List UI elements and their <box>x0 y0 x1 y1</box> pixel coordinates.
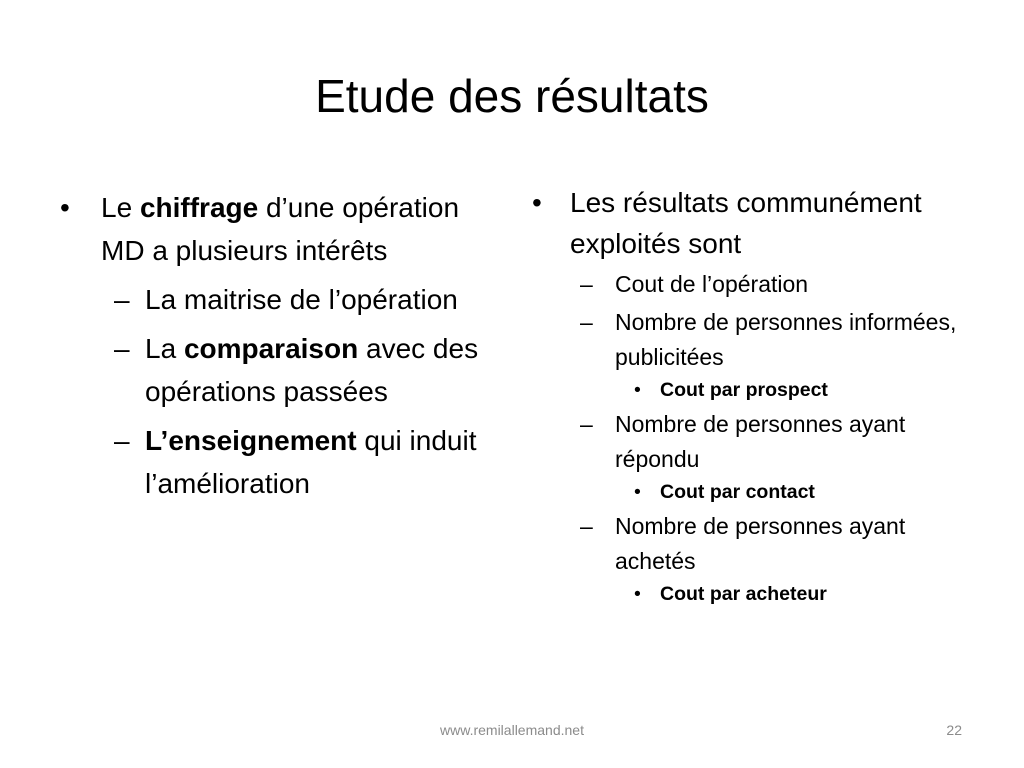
bold-term: chiffrage <box>139 192 259 223</box>
dash-icon: – <box>580 271 593 297</box>
dash-icon: – <box>114 333 130 364</box>
left-subitem-enseignement: – L’enseignement qui induit l’amélioration <box>58 419 508 505</box>
right-subitem-achetes: – Nombre de personnes ayant achetés <box>524 509 964 579</box>
left-bullet-chiffrage: • Le chiffrage d’une opération MD a plusieurs intérêts <box>58 186 508 272</box>
slide-title: Etude des résultats <box>315 70 709 122</box>
dash-icon: – <box>114 425 130 456</box>
bullet-icon: • <box>60 192 70 223</box>
right-subitem-cout-operation: – Cout de l’opération <box>524 267 964 302</box>
right-subitem-repondu: – Nombre de personnes ayant répondu <box>524 407 964 477</box>
left-subitem-maitrise: – La maitrise de l’opération <box>58 278 508 321</box>
dash-icon: – <box>580 513 593 539</box>
right-subitem-informees: – Nombre de personnes informées, publicitées <box>524 305 964 375</box>
page-number: 22 <box>946 722 962 738</box>
dash-icon: – <box>580 411 593 437</box>
bold-term: L’enseignement <box>145 425 357 456</box>
right-bullet-resultats: • Les résultats communément exploités sont <box>524 182 964 264</box>
left-subitem-comparaison: – La comparaison avec des opérations passées <box>58 327 508 413</box>
dash-icon: – <box>580 309 593 335</box>
left-column <box>58 186 508 505</box>
dash-icon: – <box>114 284 130 315</box>
right-subsubitem-prospect: • Cout par prospect <box>524 376 964 404</box>
right-subsubitem-contact: • Cout par contact <box>524 478 964 506</box>
bullet-icon: • <box>634 481 641 503</box>
footer-url: www.remilallemand.net <box>440 722 584 738</box>
bullet-icon: • <box>634 583 641 605</box>
right-column <box>524 182 964 608</box>
bullet-icon: • <box>532 187 542 218</box>
right-subsubitem-acheteur: • Cout par acheteur <box>524 580 964 608</box>
bullet-icon: • <box>634 379 641 401</box>
bold-term: comparaison <box>183 333 359 364</box>
